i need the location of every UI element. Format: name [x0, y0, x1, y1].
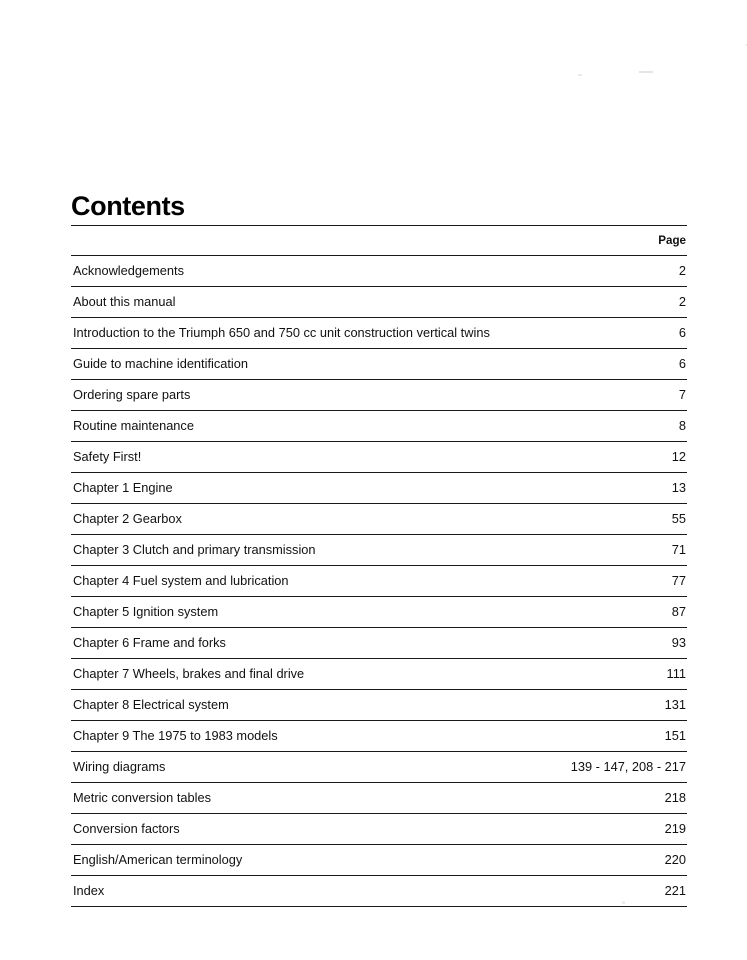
- toc-row[interactable]: [71, 411, 687, 442]
- toc-row[interactable]: [71, 597, 687, 628]
- toc-row[interactable]: [71, 659, 687, 690]
- toc-row[interactable]: [71, 318, 687, 349]
- contents-section: [71, 191, 687, 937]
- toc-entry-page-number: 139 - 147, 208 - 217: [536, 752, 687, 783]
- toc-entry-page-number: 71: [536, 535, 687, 566]
- toc-entry-label: Chapter 2 Gearbox: [71, 504, 536, 535]
- toc-entry-label: Chapter 8 Electrical system: [71, 690, 536, 721]
- toc-entry-page-number: 221: [536, 876, 687, 907]
- toc-entry-label: Chapter 1 Engine: [71, 473, 536, 504]
- toc-entry-label: Chapter 4 Fuel system and lubrication: [71, 566, 536, 597]
- toc-row[interactable]: [71, 690, 687, 721]
- toc-row[interactable]: [71, 845, 687, 876]
- toc-entry-page-number: 8: [536, 411, 687, 442]
- toc-bottom-rule-cell: [71, 907, 536, 937]
- toc-entry-page-number: 2: [536, 287, 687, 318]
- toc-entry-label: Ordering spare parts: [71, 380, 536, 411]
- toc-entry-label: Routine maintenance: [71, 411, 536, 442]
- toc-entry-label: Index: [71, 876, 536, 907]
- toc-bottom-rule-cell: [536, 907, 687, 937]
- toc-entry-label: Chapter 7 Wheels, brakes and final drive: [71, 659, 536, 690]
- toc-entry-page-number: 6: [536, 349, 687, 380]
- table-of-contents: [71, 225, 687, 937]
- toc-entry-page-number: 12: [536, 442, 687, 473]
- toc-entry-page-number: 13: [536, 473, 687, 504]
- toc-row[interactable]: [71, 473, 687, 504]
- toc-entry-page-number: 7: [536, 380, 687, 411]
- toc-entry-label: Acknowledgements: [71, 256, 536, 287]
- toc-entry-label: Introduction to the Triumph 650 and 750 cc unit construction vertical twins: [71, 318, 536, 349]
- toc-entry-label: About this manual: [71, 287, 536, 318]
- toc-entry-label: Chapter 9 The 1975 to 1983 models: [71, 721, 536, 752]
- toc-header-page: Page: [536, 226, 687, 256]
- toc-header-row: [71, 226, 687, 256]
- toc-bottom-rule: [71, 907, 687, 937]
- toc-entry-page-number: 55: [536, 504, 687, 535]
- scan-speckle: [578, 74, 582, 76]
- toc-entry-page-number: 2: [536, 256, 687, 287]
- toc-row[interactable]: [71, 349, 687, 380]
- toc-entry-page-number: 151: [536, 721, 687, 752]
- toc-row[interactable]: [71, 752, 687, 783]
- toc-row[interactable]: [71, 287, 687, 318]
- toc-row[interactable]: [71, 535, 687, 566]
- toc-entry-label: Safety First!: [71, 442, 536, 473]
- page-title: Contents: [71, 191, 185, 221]
- toc-entry-label: English/American terminology: [71, 845, 536, 876]
- toc-header-entry: [71, 226, 536, 256]
- scan-speckle: [639, 71, 653, 73]
- toc-entry-page-number: 131: [536, 690, 687, 721]
- toc-entry-label: Wiring diagrams: [71, 752, 536, 783]
- toc-entry-label: Chapter 3 Clutch and primary transmission: [71, 535, 536, 566]
- toc-entry-page-number: 219: [536, 814, 687, 845]
- toc-entry-page-number: 218: [536, 783, 687, 814]
- toc-entry-page-number: 111: [536, 659, 687, 690]
- toc-row[interactable]: [71, 628, 687, 659]
- toc-row[interactable]: [71, 876, 687, 907]
- toc-row[interactable]: [71, 783, 687, 814]
- toc-entry-label: Metric conversion tables: [71, 783, 536, 814]
- toc-body: [71, 226, 687, 937]
- toc-entry-page-number: 6: [536, 318, 687, 349]
- toc-entry-page-number: 87: [536, 597, 687, 628]
- toc-row[interactable]: [71, 256, 687, 287]
- toc-entry-label: Chapter 6 Frame and forks: [71, 628, 536, 659]
- toc-row[interactable]: [71, 721, 687, 752]
- toc-entry-page-number: 93: [536, 628, 687, 659]
- toc-entry-page-number: 220: [536, 845, 687, 876]
- toc-row[interactable]: [71, 566, 687, 597]
- toc-row[interactable]: [71, 442, 687, 473]
- toc-entry-label: Conversion factors: [71, 814, 536, 845]
- toc-row[interactable]: [71, 504, 687, 535]
- toc-entry-label: Chapter 5 Ignition system: [71, 597, 536, 628]
- toc-row[interactable]: [71, 814, 687, 845]
- toc-entry-page-number: 77: [536, 566, 687, 597]
- toc-entry-label: Guide to machine identification: [71, 349, 536, 380]
- toc-row[interactable]: [71, 380, 687, 411]
